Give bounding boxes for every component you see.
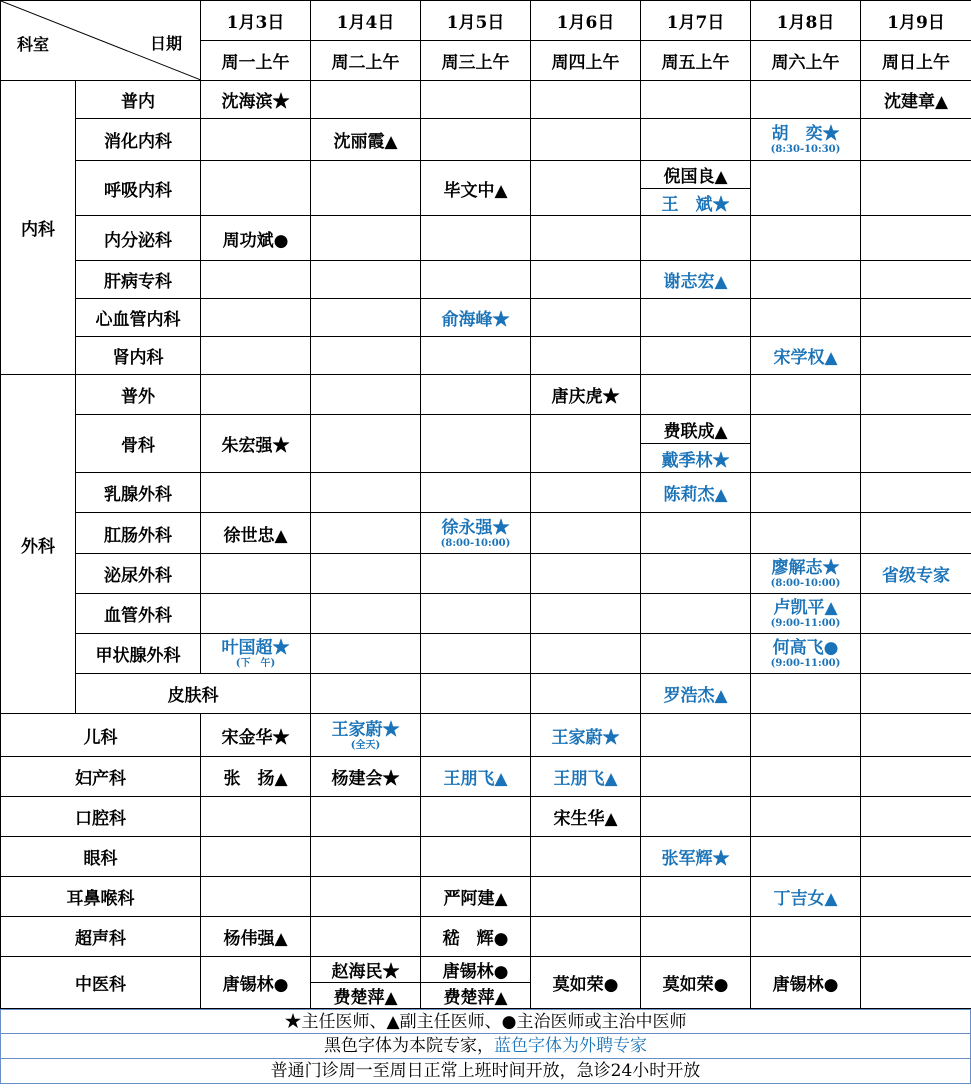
schedule-cell bbox=[421, 119, 531, 161]
dept-name: 消化内科 bbox=[76, 119, 201, 161]
dept-name: 普外 bbox=[76, 375, 201, 415]
schedule-cell bbox=[751, 554, 861, 594]
black-legend: 黑色字体为本院专家， bbox=[324, 1036, 494, 1056]
schedule-cell bbox=[751, 714, 861, 757]
schedule-cell: 嵇 辉● bbox=[421, 917, 531, 957]
schedule-cell: 宋金华★ bbox=[201, 714, 311, 757]
schedule-cell bbox=[531, 674, 641, 714]
schedule-cell: 陈莉杰▲ bbox=[641, 473, 751, 513]
schedule-cell: 朱宏强★ bbox=[201, 415, 311, 473]
schedule-cell bbox=[751, 594, 861, 634]
schedule-cell bbox=[421, 634, 531, 674]
schedule-cell bbox=[421, 375, 531, 415]
time-note: (下 午) bbox=[235, 658, 276, 669]
schedule-cell: 谢志宏▲ bbox=[641, 261, 751, 299]
schedule-cell bbox=[311, 337, 421, 375]
schedule-cell bbox=[531, 837, 641, 877]
day-header: 周二上午 bbox=[311, 41, 421, 81]
schedule-cell bbox=[641, 594, 751, 634]
schedule-cell bbox=[861, 917, 971, 957]
schedule-cell bbox=[201, 119, 311, 161]
doctor-name: 叶国超★ bbox=[221, 638, 290, 658]
schedule-cell: 宋学权▲ bbox=[751, 337, 861, 375]
schedule-cell: 周功斌● bbox=[201, 216, 311, 261]
schedule-cell bbox=[531, 877, 641, 917]
schedule-cell bbox=[421, 261, 531, 299]
footer-notes bbox=[0, 1009, 971, 1084]
dept-name: 泌尿外科 bbox=[76, 554, 201, 594]
schedule-cell: 唐锡林● bbox=[421, 957, 531, 983]
schedule-cell bbox=[531, 337, 641, 375]
schedule-cell bbox=[201, 337, 311, 375]
schedule-cell bbox=[421, 216, 531, 261]
time-note: (8:30-10:30) bbox=[770, 144, 841, 155]
schedule-cell bbox=[641, 714, 751, 757]
schedule-cell bbox=[311, 513, 421, 554]
schedule-cell bbox=[201, 837, 311, 877]
schedule-cell bbox=[311, 837, 421, 877]
dept-name: 肛肠外科 bbox=[76, 513, 201, 554]
schedule-cell bbox=[641, 877, 751, 917]
color-legend-line bbox=[0, 1034, 971, 1059]
day-header: 周三上午 bbox=[421, 41, 531, 81]
schedule-cell bbox=[421, 337, 531, 375]
schedule-cell: 沈海滨★ bbox=[201, 81, 311, 119]
schedule-cell: 张军辉★ bbox=[641, 837, 751, 877]
schedule-cell bbox=[311, 375, 421, 415]
schedule-cell bbox=[751, 473, 861, 513]
corner-header bbox=[1, 1, 201, 81]
schedule-cell bbox=[861, 757, 971, 797]
schedule-cell bbox=[421, 674, 531, 714]
schedule-cell: 费楚萍▲ bbox=[421, 983, 531, 1009]
schedule-cell: 俞海峰★ bbox=[421, 299, 531, 337]
schedule-cell: 王 斌★ bbox=[641, 189, 751, 216]
schedule-cell bbox=[531, 161, 641, 216]
schedule-cell bbox=[641, 513, 751, 554]
schedule-cell: 唐锡林● bbox=[201, 957, 311, 1009]
schedule-cell bbox=[311, 415, 421, 473]
schedule-cell bbox=[751, 119, 861, 161]
schedule-cell bbox=[421, 714, 531, 757]
schedule-cell bbox=[311, 674, 421, 714]
schedule-cell bbox=[861, 375, 971, 415]
schedule-cell bbox=[311, 473, 421, 513]
dept-name: 呼吸内科 bbox=[76, 161, 201, 216]
schedule-cell: 王朋飞▲ bbox=[421, 757, 531, 797]
doctor-name: 胡 奕★ bbox=[771, 124, 840, 144]
date-header: 1月3日 bbox=[201, 1, 311, 41]
schedule-cell bbox=[421, 797, 531, 837]
schedule-cell bbox=[531, 554, 641, 594]
schedule-cell bbox=[311, 594, 421, 634]
schedule-cell bbox=[861, 161, 971, 216]
dept-name: 儿科 bbox=[1, 714, 201, 757]
schedule-cell bbox=[641, 119, 751, 161]
time-note: (8:00-10:00) bbox=[440, 537, 511, 549]
schedule-cell bbox=[861, 473, 971, 513]
schedule-cell: 赵海民★ bbox=[311, 957, 421, 983]
schedule-cell bbox=[531, 299, 641, 337]
schedule-cell bbox=[861, 513, 971, 554]
schedule-cell: 杨建会★ bbox=[311, 757, 421, 797]
schedule-cell bbox=[861, 634, 971, 674]
schedule-cell bbox=[531, 415, 641, 473]
blue-legend: 蓝色字体为外聘专家 bbox=[494, 1036, 647, 1056]
schedule-cell bbox=[531, 216, 641, 261]
schedule-cell bbox=[311, 714, 421, 757]
dept-name: 眼科 bbox=[1, 837, 201, 877]
schedule-cell bbox=[531, 473, 641, 513]
schedule-cell bbox=[311, 877, 421, 917]
schedule-cell bbox=[861, 594, 971, 634]
schedule-cell bbox=[311, 81, 421, 119]
schedule-cell bbox=[201, 473, 311, 513]
dept-name: 乳腺外科 bbox=[76, 473, 201, 513]
schedule-cell bbox=[751, 797, 861, 837]
schedule-cell bbox=[861, 837, 971, 877]
date-header: 1月5日 bbox=[421, 1, 531, 41]
schedule-cell: 沈丽霞▲ bbox=[311, 119, 421, 161]
schedule-cell bbox=[641, 797, 751, 837]
dept-name: 肾内科 bbox=[76, 337, 201, 375]
schedule-cell bbox=[861, 261, 971, 299]
schedule-cell bbox=[421, 81, 531, 119]
schedule-cell bbox=[311, 554, 421, 594]
dept-name: 口腔科 bbox=[1, 797, 201, 837]
day-header: 周四上午 bbox=[531, 41, 641, 81]
legend-line: ★主任医师、▲副主任医师、●主治医师或主治中医师 bbox=[0, 1009, 971, 1034]
schedule-cell bbox=[751, 837, 861, 877]
schedule-cell: 杨伟强▲ bbox=[201, 917, 311, 957]
time-note: (9:00-11:00) bbox=[770, 658, 841, 669]
schedule-cell bbox=[861, 415, 971, 473]
day-header: 周六上午 bbox=[751, 41, 861, 81]
schedule-cell: 唐锡林● bbox=[751, 957, 861, 1009]
schedule-cell: 费联成▲ bbox=[641, 415, 751, 444]
schedule-cell bbox=[531, 119, 641, 161]
schedule-cell: 沈建章▲ bbox=[861, 81, 971, 119]
schedule-cell bbox=[531, 917, 641, 957]
schedule-cell bbox=[861, 674, 971, 714]
schedule-cell bbox=[751, 161, 861, 216]
schedule-cell bbox=[751, 757, 861, 797]
schedule-cell bbox=[641, 634, 751, 674]
schedule-cell: 严阿建▲ bbox=[421, 877, 531, 917]
dept-name: 骨科 bbox=[76, 415, 201, 473]
schedule-cell bbox=[751, 674, 861, 714]
dept-name: 心血管内科 bbox=[76, 299, 201, 337]
schedule-cell bbox=[311, 917, 421, 957]
schedule-cell bbox=[861, 119, 971, 161]
date-header: 1月9日 bbox=[861, 1, 971, 41]
date-header: 1月8日 bbox=[751, 1, 861, 41]
schedule-cell bbox=[531, 81, 641, 119]
schedule-cell: 唐庆虎★ bbox=[531, 375, 641, 415]
schedule-cell bbox=[751, 299, 861, 337]
day-header: 周日上午 bbox=[861, 41, 971, 81]
schedule-cell bbox=[311, 261, 421, 299]
corner-date-label: 日期 bbox=[149, 34, 182, 53]
schedule-cell bbox=[641, 917, 751, 957]
schedule-cell bbox=[641, 757, 751, 797]
schedule-cell bbox=[201, 375, 311, 415]
schedule-cell bbox=[751, 415, 861, 473]
schedule-cell bbox=[641, 337, 751, 375]
schedule-cell: 徐世忠▲ bbox=[201, 513, 311, 554]
schedule-cell: 王朋飞▲ bbox=[531, 757, 641, 797]
hours-line: 普通门诊周一至周日正常上班时间开放，急诊24小时开放 bbox=[0, 1059, 971, 1084]
schedule-cell: 戴季林★ bbox=[641, 444, 751, 473]
schedule-cell bbox=[421, 415, 531, 473]
schedule-cell bbox=[421, 594, 531, 634]
schedule-cell: 费楚萍▲ bbox=[311, 983, 421, 1009]
dept-name: 甲状腺外科 bbox=[76, 634, 201, 674]
schedule-cell bbox=[751, 917, 861, 957]
dept-name: 普内 bbox=[76, 81, 201, 119]
schedule-cell: 罗浩杰▲ bbox=[641, 674, 751, 714]
doctor-name: 王家蔚★ bbox=[331, 719, 400, 740]
schedule-cell bbox=[861, 957, 971, 1009]
doctor-name: 卢凯平▲ bbox=[773, 598, 838, 618]
dept-name: 妇产科 bbox=[1, 757, 201, 797]
date-header: 1月7日 bbox=[641, 1, 751, 41]
schedule-cell bbox=[641, 375, 751, 415]
schedule-cell bbox=[861, 337, 971, 375]
schedule-cell: 张 扬▲ bbox=[201, 757, 311, 797]
schedule-cell bbox=[201, 261, 311, 299]
dept-name: 皮肤科 bbox=[76, 674, 311, 714]
schedule-cell: 倪国良▲ bbox=[641, 161, 751, 189]
dept-name: 超声科 bbox=[1, 917, 201, 957]
schedule-cell bbox=[421, 837, 531, 877]
dept-name: 肝病专科 bbox=[76, 261, 201, 299]
schedule-cell bbox=[641, 554, 751, 594]
schedule-cell bbox=[311, 161, 421, 216]
schedule-cell bbox=[861, 216, 971, 261]
schedule-cell bbox=[751, 216, 861, 261]
schedule-cell bbox=[861, 714, 971, 757]
schedule-cell bbox=[201, 634, 311, 674]
day-header: 周五上午 bbox=[641, 41, 751, 81]
schedule-cell bbox=[531, 261, 641, 299]
schedule-cell bbox=[641, 216, 751, 261]
schedule-cell bbox=[751, 634, 861, 674]
schedule-cell: 莫如荣● bbox=[531, 957, 641, 1009]
schedule-cell bbox=[531, 513, 641, 554]
schedule-cell bbox=[421, 473, 531, 513]
schedule-cell: 丁吉女▲ bbox=[751, 877, 861, 917]
schedule-cell bbox=[311, 634, 421, 674]
schedule-cell bbox=[751, 261, 861, 299]
time-note: (9:00-11:00) bbox=[770, 618, 841, 629]
schedule-cell: 王家蔚★ bbox=[531, 714, 641, 757]
dept-name: 血管外科 bbox=[76, 594, 201, 634]
schedule-cell bbox=[641, 81, 751, 119]
schedule-cell bbox=[531, 634, 641, 674]
schedule-cell bbox=[311, 216, 421, 261]
schedule-cell bbox=[751, 81, 861, 119]
schedule-cell bbox=[751, 375, 861, 415]
doctor-name: 何高飞● bbox=[772, 638, 839, 658]
dept-name: 耳鼻喉科 bbox=[1, 877, 201, 917]
schedule-cell bbox=[751, 513, 861, 554]
doctor-name: 徐永强★ bbox=[441, 517, 510, 538]
schedule-cell bbox=[421, 513, 531, 554]
day-header: 周一上午 bbox=[201, 41, 311, 81]
time-note: (全天) bbox=[350, 739, 381, 751]
schedule-cell bbox=[421, 554, 531, 594]
group-label-waike: 外科 bbox=[1, 375, 76, 714]
dept-name: 内分泌科 bbox=[76, 216, 201, 261]
schedule-cell bbox=[861, 299, 971, 337]
time-note: (8:00-10:00) bbox=[770, 578, 841, 589]
schedule-cell bbox=[201, 554, 311, 594]
dept-name: 中医科 bbox=[1, 957, 201, 1009]
doctor-name: 廖解志★ bbox=[771, 558, 840, 578]
schedule-cell bbox=[861, 877, 971, 917]
schedule-cell: 毕文中▲ bbox=[421, 161, 531, 216]
group-label-neike: 内科 bbox=[1, 81, 76, 375]
schedule-cell: 省级专家 bbox=[861, 554, 971, 594]
date-header: 1月4日 bbox=[311, 1, 421, 41]
schedule-cell bbox=[861, 797, 971, 837]
schedule-cell bbox=[201, 299, 311, 337]
schedule-cell bbox=[201, 161, 311, 216]
corner-dept-label: 科室 bbox=[17, 35, 50, 54]
schedule-cell bbox=[311, 299, 421, 337]
schedule-cell bbox=[201, 797, 311, 837]
schedule-cell bbox=[201, 877, 311, 917]
date-header: 1月6日 bbox=[531, 1, 641, 41]
schedule-cell bbox=[201, 594, 311, 634]
schedule-cell: 宋生华▲ bbox=[531, 797, 641, 837]
schedule-cell bbox=[311, 797, 421, 837]
schedule-cell: 莫如荣● bbox=[641, 957, 751, 1009]
schedule-cell bbox=[531, 594, 641, 634]
schedule-cell bbox=[641, 299, 751, 337]
